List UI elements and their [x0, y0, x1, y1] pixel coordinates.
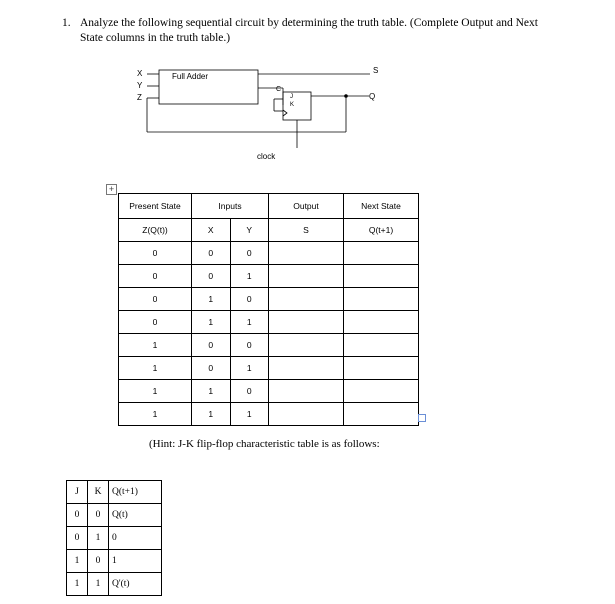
cell-z: 0 — [119, 288, 192, 311]
table-row — [119, 242, 419, 265]
subheader-z: Z(Q(t)) — [119, 219, 192, 242]
cell-q-next[interactable] — [344, 334, 419, 357]
table-row — [119, 311, 419, 334]
table-row — [119, 357, 419, 380]
table-resize-handle[interactable] — [418, 414, 426, 422]
output-q-label: Q — [369, 92, 376, 101]
cell-q-next[interactable] — [344, 265, 419, 288]
header-output: Output — [269, 194, 344, 219]
ff-c-label: C — [276, 86, 282, 93]
input-y-label: Y — [137, 81, 143, 90]
table-row — [119, 334, 419, 357]
cell-x: 0 — [192, 242, 231, 265]
subheader-s: S — [269, 219, 344, 242]
jk-row — [67, 550, 162, 573]
hint-text: (Hint: J-K flip-flop characteristic table is as follows: — [149, 438, 380, 450]
jk-header-j: J — [67, 481, 88, 504]
cell-s[interactable] — [269, 311, 344, 334]
cell-s[interactable] — [269, 334, 344, 357]
header-present-state: Present State — [119, 194, 192, 219]
table-row — [119, 288, 419, 311]
output-s-label: S — [373, 66, 379, 75]
cell-z: 1 — [119, 403, 192, 426]
truth-table — [118, 193, 419, 426]
jk-row — [67, 573, 162, 596]
table-move-handle-icon[interactable]: + — [106, 184, 117, 195]
jk-cell-j: 1 — [67, 550, 88, 573]
jk-row — [67, 527, 162, 550]
cell-q-next[interactable] — [344, 311, 419, 334]
question-number: 1. — [62, 17, 71, 29]
cell-s[interactable] — [269, 265, 344, 288]
cell-y: 1 — [230, 311, 269, 334]
cell-q-next[interactable] — [344, 288, 419, 311]
question-text: Analyze the following sequential circuit by determining the truth table. (Complete Output and Next State columns in the truth table.) — [80, 17, 538, 44]
jk-row — [67, 504, 162, 527]
jk-cell-k: 1 — [88, 573, 109, 596]
cell-x: 0 — [192, 334, 231, 357]
cell-x: 1 — [192, 380, 231, 403]
clock-label: clock — [257, 152, 276, 161]
jk-characteristic-table — [66, 480, 162, 596]
jk-cell-q: Q'(t) — [109, 573, 162, 596]
jk-cell-k: 0 — [88, 504, 109, 527]
input-x-label: X — [137, 69, 143, 78]
subheader-q-next: Q(t+1) — [344, 219, 419, 242]
ff-k-label: K — [290, 102, 295, 108]
cell-z: 0 — [119, 242, 192, 265]
header-inputs: Inputs — [192, 194, 269, 219]
full-adder-label: Full Adder — [172, 72, 209, 81]
cell-x: 1 — [192, 288, 231, 311]
circuit-diagram — [0, 0, 615, 180]
cell-z: 0 — [119, 265, 192, 288]
table-row — [119, 265, 419, 288]
jk-cell-j: 1 — [67, 573, 88, 596]
jk-cell-q: 0 — [109, 527, 162, 550]
cell-x: 0 — [192, 357, 231, 380]
cell-y: 1 — [230, 265, 269, 288]
header-next-state: Next State — [344, 194, 419, 219]
cell-q-next[interactable] — [344, 357, 419, 380]
jk-cell-j: 0 — [67, 527, 88, 550]
cell-z: 1 — [119, 380, 192, 403]
jk-cell-j: 0 — [67, 504, 88, 527]
jk-header-q: Q(t+1) — [109, 481, 162, 504]
cell-s[interactable] — [269, 357, 344, 380]
jk-header-k: K — [88, 481, 109, 504]
cell-q-next[interactable] — [344, 380, 419, 403]
cell-z: 0 — [119, 311, 192, 334]
ff-j-label: J — [290, 94, 293, 100]
cell-s[interactable] — [269, 242, 344, 265]
jk-cell-q: 1 — [109, 550, 162, 573]
subheader-y: Y — [230, 219, 269, 242]
cell-y: 0 — [230, 380, 269, 403]
cell-x: 1 — [192, 311, 231, 334]
cell-q-next[interactable] — [344, 403, 419, 426]
cell-y: 0 — [230, 242, 269, 265]
table-row — [119, 403, 419, 426]
input-z-label: Z — [137, 93, 142, 102]
cell-y: 1 — [230, 403, 269, 426]
cell-z: 1 — [119, 334, 192, 357]
cell-x: 1 — [192, 403, 231, 426]
cell-y: 1 — [230, 357, 269, 380]
cell-s[interactable] — [269, 288, 344, 311]
cell-q-next[interactable] — [344, 242, 419, 265]
subheader-x: X — [192, 219, 231, 242]
cell-z: 1 — [119, 357, 192, 380]
table-row — [119, 380, 419, 403]
cell-y: 0 — [230, 334, 269, 357]
jk-cell-q: Q(t) — [109, 504, 162, 527]
cell-s[interactable] — [269, 403, 344, 426]
cell-s[interactable] — [269, 380, 344, 403]
jk-cell-k: 1 — [88, 527, 109, 550]
cell-x: 0 — [192, 265, 231, 288]
cell-y: 0 — [230, 288, 269, 311]
jk-cell-k: 0 — [88, 550, 109, 573]
